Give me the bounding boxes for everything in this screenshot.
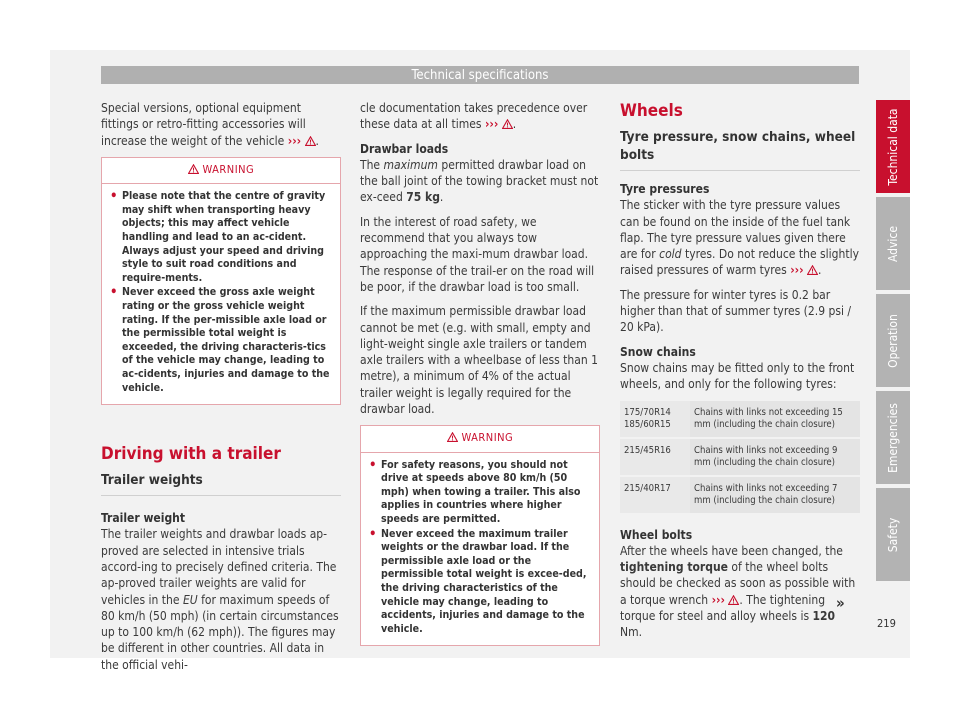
- paragraph: The sticker with the tyre pressure values can be found on the inside of the fuel tank flap. The tyre pressure values given there are for cold tyres. Do not reduce the slightly raised pressures of warm tyres ››› .: [620, 198, 859, 278]
- tyre-size: 215/45R16: [620, 438, 690, 476]
- paragraph: cle documentation takes precedence over these data at all times ››› .: [360, 101, 588, 132]
- tab-advice[interactable]: Advice: [876, 197, 910, 290]
- warning-box: [360, 425, 600, 646]
- column-1: [101, 100, 341, 681]
- subheading: Snow chains: [620, 344, 696, 359]
- warning-triangle-icon: [447, 432, 458, 442]
- warning-header: WARNING: [102, 162, 340, 184]
- page-number: 219: [877, 617, 896, 630]
- warning-item: • Please note that the centre of gravity may shift when transporting heavy objects; this may affect vehicle handling and lead to an ac-cident. Always adjust your speed and driving style to suit road conditions and require-ments.: [110, 190, 332, 285]
- snow-chain-table: [620, 401, 860, 515]
- warning-triangle-icon: [188, 164, 199, 174]
- page-header: [101, 66, 859, 84]
- paragraph: The pressure for winter tyres is 0.2 bar higher than that of summer tyres (2.9 psi / 20 kPa).: [620, 287, 852, 335]
- warning-triangle-icon: [807, 265, 818, 275]
- warning-box: [101, 157, 341, 405]
- warning-item: • Never exceed the gross axle weight rating or the gross vehicle weight rating. If the per-missible axle load or the permissible total weight is exceeded, the driving characteris-tics of the vehicle may change, leading to ac-cidents, injuries and damage to the vehicle.: [110, 286, 332, 395]
- header-title: Technical specifications: [411, 68, 549, 83]
- tyre-size: 175/70R14 185/60R15: [620, 401, 690, 438]
- warning-header: WARNING: [361, 430, 599, 452]
- table-row: [620, 438, 860, 476]
- paragraph: Snow chains may be fitted only to the front wheels, and only for the following tyres:: [620, 360, 855, 392]
- paragraph: After the wheels have been changed, the tightening torque of the wheel bolts should be checked as soon as possible with a torque wrench ››› . The tightening torque for steel and alloy wheels is 120 Nm.: [620, 543, 856, 640]
- cross-ref-arrow[interactable]: ›››: [484, 117, 499, 132]
- continue-icon: »: [836, 594, 845, 612]
- cross-ref-arrow[interactable]: ›››: [287, 133, 302, 148]
- tyre-size: 215/40R17: [620, 476, 690, 514]
- table-row: [620, 401, 860, 438]
- cross-ref-arrow[interactable]: ›››: [790, 263, 804, 278]
- warning-item: • Never exceed the maximum trailer weights or the drawbar load. If the permissible axle load or the permissible total weight is excee-ded, the driving characteristics of the vehicle may change, leading to accidents, injuries and damage to the vehicle.: [369, 528, 591, 637]
- table-row: [620, 476, 860, 514]
- subheading: Drawbar loads: [360, 141, 449, 156]
- warning-triangle-icon: [728, 595, 739, 605]
- subheading: Trailer weight: [101, 511, 186, 526]
- intro-paragraph: Special versions, optional equipment fittings or retro-fitting accessories will increase the weight of the vehicle ››› .: [101, 101, 319, 148]
- tab-safety[interactable]: Safety: [876, 488, 910, 581]
- paragraph: In the interest of road safety, we recommend that you always tow approaching the maxi-mum drawbar load. The response of the trail-er on the road will be poor, if the drawbar load is too small.: [360, 214, 595, 294]
- subheading: Wheel bolts: [620, 527, 693, 542]
- warning-triangle-icon: [305, 136, 316, 146]
- chain-desc: Chains with links not exceeding 9 mm (including the chain closure): [690, 438, 860, 476]
- section-subtitle: Trailer weights: [101, 471, 341, 496]
- column-3: [620, 100, 860, 649]
- cross-ref-arrow[interactable]: ›››: [711, 592, 725, 607]
- section-subtitle: Tyre pressure, snow chains, wheel bolts: [620, 128, 860, 171]
- subheading: Tyre pressures: [620, 182, 710, 196]
- warning-triangle-icon: [502, 119, 513, 129]
- tab-emergencies[interactable]: Emergencies: [876, 391, 910, 484]
- chain-desc: Chains with links not exceeding 15 mm (including the chain closure): [690, 401, 860, 438]
- column-2: [360, 100, 600, 654]
- section-title: Wheels: [620, 101, 683, 121]
- warning-item: • For safety reasons, you should not drive at speeds above 80 km/h (50 mph) when towing a trailer. This also applies in countries where higher speeds are permitted.: [369, 459, 591, 527]
- paragraph: The maximum permitted drawbar load on the ball joint of the towing bracket must not ex-ceed 75 kg.: [360, 157, 599, 205]
- section-title: Driving with a trailer: [101, 444, 281, 465]
- tab-operation[interactable]: Operation: [876, 294, 910, 387]
- paragraph: If the maximum permissible drawbar load cannot be met (e.g. with small, empty and light-weight single axle trailers or tandem axle trailers with a wheelbase of less than 1 metre), a minimum of 4% of the actual trailer weight is legally required for the drawbar load.: [360, 304, 598, 417]
- paragraph: The trailer weights and drawbar loads ap-proved are selected in intensive trials accord-ing to precisely defined criteria. The ap-proved trailer weights are valid for vehicles in the EU for maximum speeds of 80 km/h (50 mph) (in certain circumstances up to 100 km/h (62 mph)). The figures may be different in other countries. All data in the official vehi-: [101, 527, 339, 672]
- chain-desc: Chains with links not exceeding 7 mm (including the chain closure): [690, 476, 860, 514]
- tab-technical-data[interactable]: Technical data: [876, 100, 910, 193]
